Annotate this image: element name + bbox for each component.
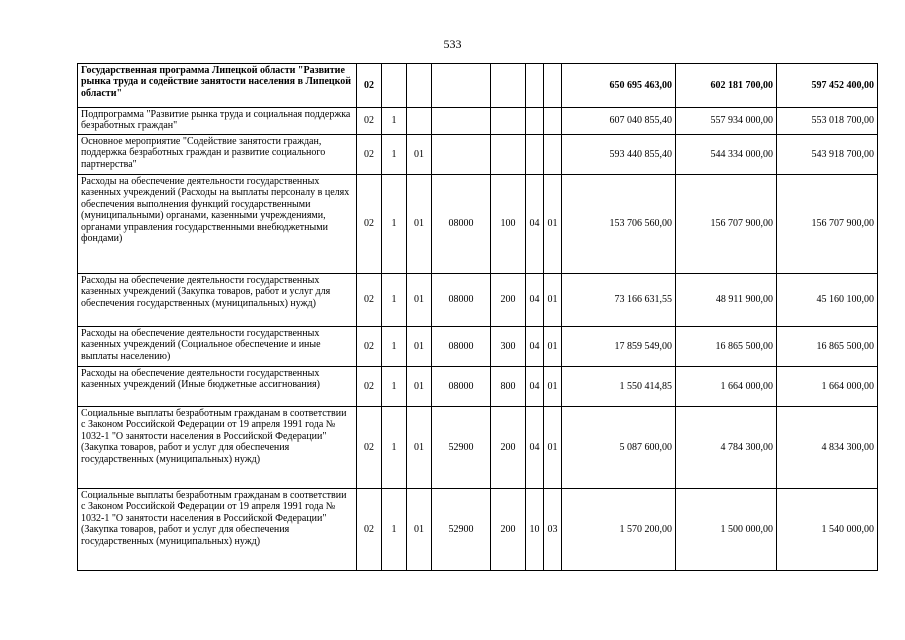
direction-code-cell xyxy=(432,64,491,108)
amount-year2-cell: 16 865 500,00 xyxy=(676,327,777,367)
amount-year3-cell: 1 540 000,00 xyxy=(777,489,878,571)
amount-year2-cell: 557 934 000,00 xyxy=(676,108,777,135)
amount-year3-cell: 1 664 000,00 xyxy=(777,367,878,407)
activity-code-cell: 01 xyxy=(407,135,432,175)
subsection-cell: 01 xyxy=(544,175,562,274)
expense-type-cell xyxy=(491,108,526,135)
subprogram-code-cell: 1 xyxy=(382,175,407,274)
table-row xyxy=(78,489,878,571)
subsection-cell: 03 xyxy=(544,489,562,571)
expense-type-cell xyxy=(491,64,526,108)
table-row xyxy=(78,407,878,489)
section-cell: 04 xyxy=(526,274,544,327)
amount-year2-cell: 4 784 300,00 xyxy=(676,407,777,489)
direction-code-cell: 08000 xyxy=(432,274,491,327)
subprogram-code-cell: 1 xyxy=(382,489,407,571)
row-name-cell: Расходы на обеспечение деятельности государственных казенных учреждений (Иные бюджетные ассигнования) xyxy=(78,367,357,407)
section-cell: 04 xyxy=(526,407,544,489)
direction-code-cell: 08000 xyxy=(432,367,491,407)
amount-year2-cell: 1 664 000,00 xyxy=(676,367,777,407)
subprogram-code-cell: 1 xyxy=(382,135,407,175)
subprogram-code-cell: 1 xyxy=(382,327,407,367)
program-code-cell: 02 xyxy=(357,274,382,327)
page-number: 533 xyxy=(443,37,462,51)
row-name-cell: Подпрограмма "Развитие рынка труда и социальная поддержка безработных граждан" xyxy=(78,108,357,135)
amount-year1-cell: 593 440 855,40 xyxy=(562,135,676,175)
budget-table xyxy=(77,63,878,571)
activity-code-cell: 01 xyxy=(407,367,432,407)
program-code-cell: 02 xyxy=(357,489,382,571)
subsection-cell: 01 xyxy=(544,367,562,407)
program-code-cell: 02 xyxy=(357,367,382,407)
section-cell: 10 xyxy=(526,489,544,571)
row-name-cell: Расходы на обеспечение деятельности государственных казенных учреждений (Закупка товаров, работ и услуг для обеспечения государственных (муниципальных) нужд) xyxy=(78,274,357,327)
row-name-cell: Социальные выплаты безработным гражданам в соответствии с Законом Российской Федерации от 19 апреля 1991 года № 1032-1 "О занятости населения в Российской Федерации" (Закупка товаров, работ и услуг для обеспечения государственных (муниципальных) нужд) xyxy=(78,489,357,571)
subsection-cell xyxy=(544,64,562,108)
subprogram-code-cell: 1 xyxy=(382,367,407,407)
section-cell xyxy=(526,64,544,108)
row-name-cell: Государственная программа Липецкой области "Развитие рынка труда и содействие занятости населения в Липецкой области" xyxy=(78,64,357,108)
activity-code-cell: 01 xyxy=(407,175,432,274)
activity-code-cell: 01 xyxy=(407,274,432,327)
amount-year1-cell: 1 550 414,85 xyxy=(562,367,676,407)
subsection-cell: 01 xyxy=(544,407,562,489)
section-cell: 04 xyxy=(526,175,544,274)
expense-type-cell: 200 xyxy=(491,489,526,571)
expense-type-cell xyxy=(491,135,526,175)
direction-code-cell: 08000 xyxy=(432,175,491,274)
row-name-cell: Расходы на обеспечение деятельности государственных казенных учреждений (Расходы на выплаты персоналу в целях обеспечения выполнения функций государственными (муниципальными) органами, казенными учреждениями, органами управления государственными внебюджетными фондами) xyxy=(78,175,357,274)
direction-code-cell: 52900 xyxy=(432,489,491,571)
activity-code-cell xyxy=(407,64,432,108)
row-name-cell: Основное мероприятие "Содействие занятости граждан, поддержка безработных граждан и развитие социального партнерства" xyxy=(78,135,357,175)
amount-year1-cell: 607 040 855,40 xyxy=(562,108,676,135)
section-cell: 04 xyxy=(526,367,544,407)
amount-year3-cell: 543 918 700,00 xyxy=(777,135,878,175)
table-row xyxy=(78,327,878,367)
amount-year3-cell: 597 452 400,00 xyxy=(777,64,878,108)
subprogram-code-cell: 1 xyxy=(382,274,407,327)
amount-year1-cell: 650 695 463,00 xyxy=(562,64,676,108)
table-row xyxy=(78,135,878,175)
table-row xyxy=(78,274,878,327)
table-row xyxy=(78,367,878,407)
subprogram-code-cell: 1 xyxy=(382,108,407,135)
activity-code-cell: 01 xyxy=(407,407,432,489)
table-row xyxy=(78,175,878,274)
amount-year1-cell: 1 570 200,00 xyxy=(562,489,676,571)
direction-code-cell: 08000 xyxy=(432,327,491,367)
amount-year2-cell: 602 181 700,00 xyxy=(676,64,777,108)
direction-code-cell: 52900 xyxy=(432,407,491,489)
subsection-cell xyxy=(544,135,562,175)
expense-type-cell: 800 xyxy=(491,367,526,407)
subsection-cell: 01 xyxy=(544,327,562,367)
amount-year2-cell: 544 334 000,00 xyxy=(676,135,777,175)
amount-year1-cell: 5 087 600,00 xyxy=(562,407,676,489)
activity-code-cell: 01 xyxy=(407,327,432,367)
program-code-cell: 02 xyxy=(357,108,382,135)
subsection-cell xyxy=(544,108,562,135)
amount-year2-cell: 156 707 900,00 xyxy=(676,175,777,274)
section-cell xyxy=(526,108,544,135)
amount-year2-cell: 1 500 000,00 xyxy=(676,489,777,571)
row-name-cell: Социальные выплаты безработным гражданам в соответствии с Законом Российской Федерации от 19 апреля 1991 года № 1032-1 "О занятости населения в Российской Федерации" (Закупка товаров, работ и услуг для обеспечения государственных (муниципальных) нужд) xyxy=(78,407,357,489)
table-row xyxy=(78,64,878,108)
expense-type-cell: 300 xyxy=(491,327,526,367)
amount-year3-cell: 16 865 500,00 xyxy=(777,327,878,367)
program-code-cell: 02 xyxy=(357,135,382,175)
subprogram-code-cell xyxy=(382,64,407,108)
row-name-cell: Расходы на обеспечение деятельности государственных казенных учреждений (Социальное обеспечение и иные выплаты населению) xyxy=(78,327,357,367)
amount-year2-cell: 48 911 900,00 xyxy=(676,274,777,327)
expense-type-cell: 200 xyxy=(491,407,526,489)
program-code-cell: 02 xyxy=(357,64,382,108)
amount-year1-cell: 17 859 549,00 xyxy=(562,327,676,367)
amount-year1-cell: 153 706 560,00 xyxy=(562,175,676,274)
subsection-cell: 01 xyxy=(544,274,562,327)
direction-code-cell xyxy=(432,135,491,175)
program-code-cell: 02 xyxy=(357,407,382,489)
amount-year3-cell: 156 707 900,00 xyxy=(777,175,878,274)
amount-year3-cell: 45 160 100,00 xyxy=(777,274,878,327)
section-cell: 04 xyxy=(526,327,544,367)
direction-code-cell xyxy=(432,108,491,135)
activity-code-cell xyxy=(407,108,432,135)
expense-type-cell: 200 xyxy=(491,274,526,327)
table-row xyxy=(78,108,878,135)
section-cell xyxy=(526,135,544,175)
amount-year3-cell: 553 018 700,00 xyxy=(777,108,878,135)
program-code-cell: 02 xyxy=(357,175,382,274)
subprogram-code-cell: 1 xyxy=(382,407,407,489)
amount-year1-cell: 73 166 631,55 xyxy=(562,274,676,327)
program-code-cell: 02 xyxy=(357,327,382,367)
amount-year3-cell: 4 834 300,00 xyxy=(777,407,878,489)
expense-type-cell: 100 xyxy=(491,175,526,274)
activity-code-cell: 01 xyxy=(407,489,432,571)
